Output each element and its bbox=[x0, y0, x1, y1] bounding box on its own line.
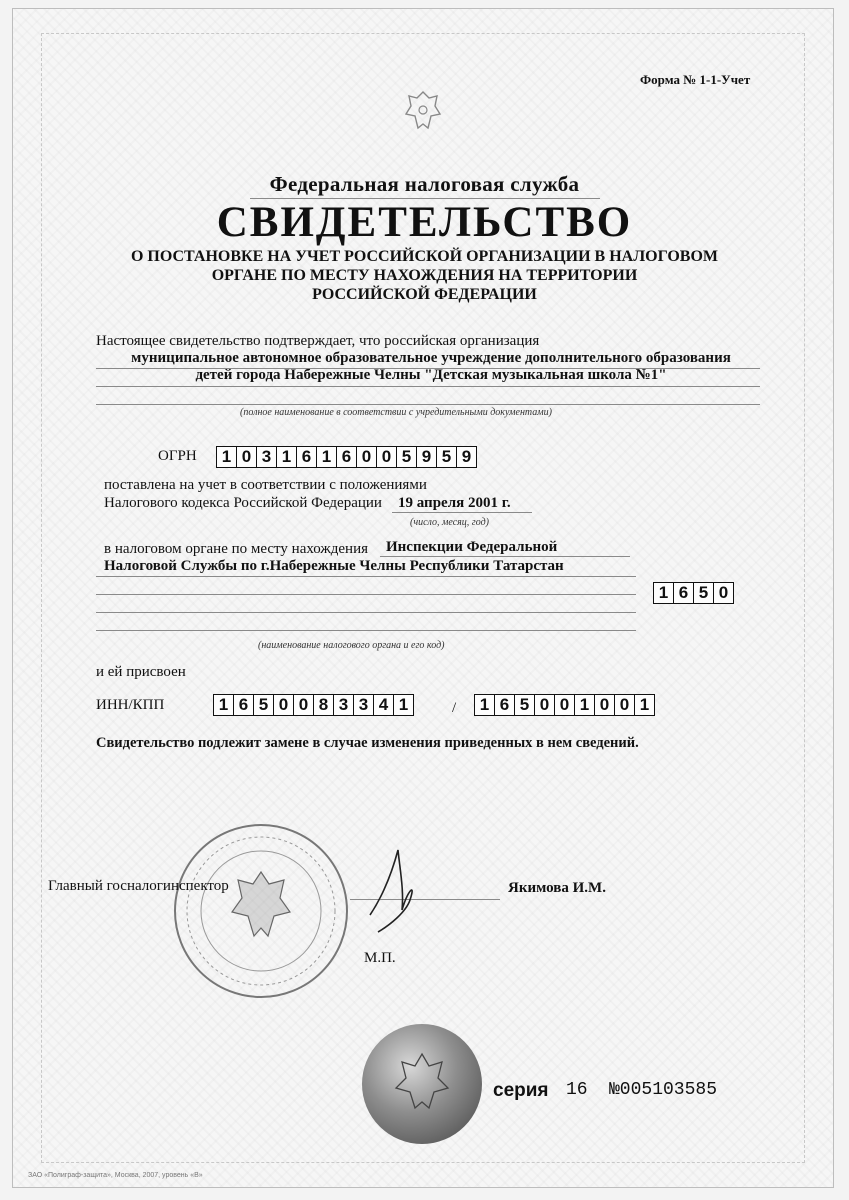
tax-office-intro: в налоговом органе по месту нахождения bbox=[104, 541, 369, 557]
tax-office-name-2: Налоговой Службы по г.Набережные Челны Республики Татарстан bbox=[104, 558, 564, 574]
tax-office-rule bbox=[96, 612, 636, 613]
ogrn-digit: 1 bbox=[317, 447, 337, 467]
tax-office-name-1: Инспекции Федеральной bbox=[386, 539, 558, 555]
inn-boxes bbox=[213, 694, 414, 716]
inn-digit: 3 bbox=[354, 695, 374, 715]
tax-office-caption: (наименование налогового органа и его код) bbox=[258, 640, 445, 651]
kpp-boxes bbox=[474, 694, 655, 716]
series-value: 16 bbox=[566, 1080, 588, 1100]
tax-office-rule bbox=[96, 594, 636, 595]
official-seal-icon bbox=[172, 822, 350, 1000]
certificate-number: №005103585 bbox=[609, 1080, 718, 1100]
inn-digit: 6 bbox=[234, 695, 254, 715]
tax-office-rule bbox=[96, 630, 636, 631]
tax-office-rule bbox=[380, 556, 630, 557]
org-line: муниципальное автономное образовательное учреждение дополнительного образования bbox=[131, 350, 731, 366]
ogrn-label: ОГРН bbox=[158, 448, 197, 464]
signatory-title: Главный госналогинспектор bbox=[48, 878, 229, 894]
form-number: Форма № 1-1-Учет bbox=[640, 72, 751, 87]
date-caption: (число, месяц, год) bbox=[410, 517, 489, 528]
inn-kpp-separator: / bbox=[452, 700, 457, 716]
org-rule bbox=[96, 368, 760, 369]
tax-code-text: Налогового кодекса Российской Федерации bbox=[104, 495, 382, 511]
tax-office-code-digit: 6 bbox=[674, 583, 694, 603]
replacement-notice: Свидетельство подлежит замене в случае изменения приведенных в нем сведений. bbox=[96, 735, 639, 751]
emblem-icon bbox=[402, 88, 444, 134]
ogrn-digit: 9 bbox=[461, 447, 472, 466]
kpp-digit: 0 bbox=[555, 695, 575, 715]
inn-digit: 0 bbox=[274, 695, 294, 715]
date-underline bbox=[392, 512, 532, 513]
org-rule bbox=[96, 386, 760, 387]
intro-text: Настоящее свидетельство подтверждает, что российская организация bbox=[96, 333, 540, 349]
tax-office-rule bbox=[96, 576, 636, 577]
ogrn-digit: 3 bbox=[257, 447, 277, 467]
inn-digit: 5 bbox=[254, 695, 274, 715]
ogrn-digit: 0 bbox=[357, 447, 377, 467]
inn-digit: 1 bbox=[214, 695, 234, 715]
kpp-digit: 0 bbox=[535, 695, 555, 715]
kpp-digit: 5 bbox=[515, 695, 535, 715]
signatory-name: Якимова И.М. bbox=[508, 880, 606, 896]
kpp-digit: 1 bbox=[639, 695, 650, 714]
tax-office-code-digit: 5 bbox=[694, 583, 714, 603]
document-title: СВИДЕТЕЛЬСТВО bbox=[216, 199, 633, 246]
subtitle-line: О ПОСТАНОВКЕ НА УЧЕТ РОССИЙСКОЙ ОРГАНИЗАЦИИ В НАЛОГОВОМ bbox=[130, 248, 719, 265]
printer-note: ЗАО «Полиграф-защита», Москва, 2007, уровень «В» bbox=[28, 1172, 203, 1179]
document-subtitle bbox=[0, 247, 849, 304]
ogrn-digit: 9 bbox=[417, 447, 437, 467]
kpp-digit: 1 bbox=[475, 695, 495, 715]
inn-digit: 1 bbox=[398, 695, 409, 714]
inn-digit: 4 bbox=[374, 695, 394, 715]
ogrn-digit: 5 bbox=[437, 447, 457, 467]
ogrn-digit: 1 bbox=[277, 447, 297, 467]
ogrn-digit: 6 bbox=[337, 447, 357, 467]
org-caption: (полное наименование в соответствии с учредительными документами) bbox=[240, 407, 552, 418]
ogrn-digit: 6 bbox=[297, 447, 317, 467]
assigned-text: и ей присвоен bbox=[96, 664, 186, 680]
agency-name: Федеральная налоговая служба bbox=[269, 172, 580, 196]
kpp-digit: 0 bbox=[615, 695, 635, 715]
inn-digit: 0 bbox=[294, 695, 314, 715]
registration-date: 19 апреля 2001 г. bbox=[398, 495, 511, 511]
tax-office-code-digit: 1 bbox=[654, 583, 674, 603]
registered-text: поставлена на учет в соответствии с положениями bbox=[104, 477, 427, 493]
org-rule bbox=[96, 404, 760, 405]
organization-name bbox=[96, 350, 766, 384]
ogrn-digit: 5 bbox=[397, 447, 417, 467]
stamp-place: М.П. bbox=[364, 950, 396, 966]
kpp-digit: 0 bbox=[595, 695, 615, 715]
ogrn-digit: 0 bbox=[377, 447, 397, 467]
org-line: детей города Набережные Челны "Детская музыкальная школа №1" bbox=[195, 367, 667, 383]
subtitle-line: РОССИЙСКОЙ ФЕДЕРАЦИИ bbox=[312, 286, 537, 303]
inn-kpp-label: ИНН/КПП bbox=[96, 697, 165, 713]
hologram-seal-icon bbox=[358, 1020, 486, 1148]
kpp-digit: 1 bbox=[575, 695, 595, 715]
tax-office-code-digit: 0 bbox=[718, 583, 729, 602]
series-label: серия bbox=[493, 1080, 549, 1101]
ogrn-digit: 0 bbox=[237, 447, 257, 467]
inn-digit: 3 bbox=[334, 695, 354, 715]
subtitle-line: ОРГАНЕ ПО МЕСТУ НАХОЖДЕНИЯ НА ТЕРРИТОРИИ bbox=[211, 267, 638, 284]
kpp-digit: 6 bbox=[495, 695, 515, 715]
inn-digit: 8 bbox=[314, 695, 334, 715]
ogrn-boxes bbox=[216, 446, 477, 468]
ogrn-digit: 1 bbox=[217, 447, 237, 467]
signature-icon bbox=[360, 840, 430, 935]
tax-office-code-boxes bbox=[653, 582, 734, 604]
